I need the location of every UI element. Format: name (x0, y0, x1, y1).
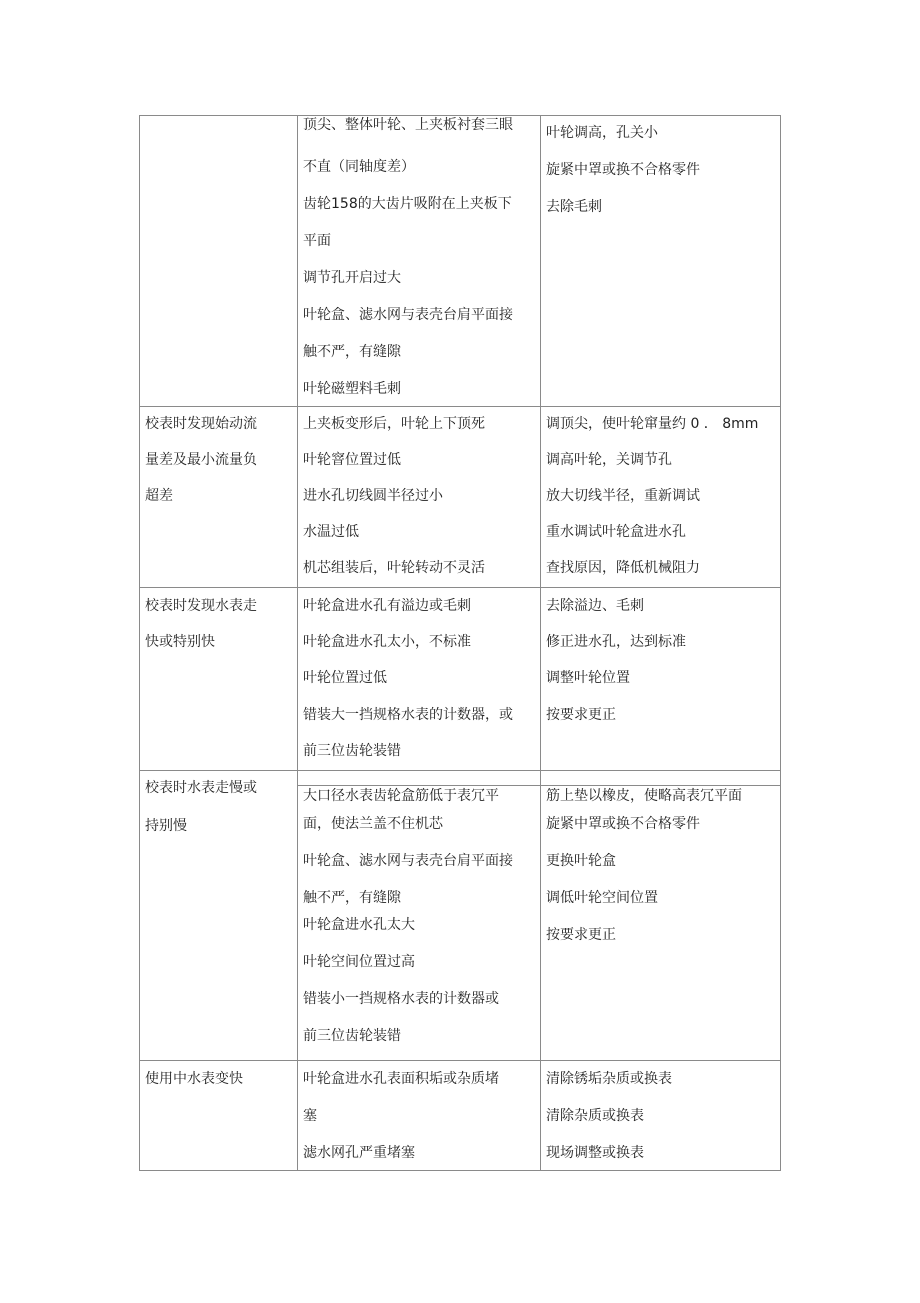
remedy-text: 旋紧中罩或换不合格零件 (546, 162, 700, 178)
symptom-text: 校表时水表走慢或 (145, 780, 257, 796)
remedy-text: 现场调整或换表 (546, 1145, 644, 1161)
cause-text: 齿轮158的大齿片吸附在上夹板下 (303, 196, 512, 212)
cause-text: 叶轮盒进水孔太大 (303, 917, 415, 933)
cause-text: 进水孔切线圆半径过小 (303, 488, 443, 504)
cause-text: 叶轮窨位置过低 (303, 452, 401, 468)
remedy-text: 去除毛刺 (546, 199, 602, 215)
cause-text: 叶轮盒进水孔有溢边或毛刺 (303, 598, 471, 614)
cause-text: 滤水网孔严重堵塞 (303, 1145, 415, 1161)
remedy-text: 按要求更正 (546, 707, 616, 723)
cause-text: 叶轮盒、滤水网与表壳台肩平面接 (303, 853, 513, 869)
symptom-text: 量差及最小流量负 (145, 452, 257, 468)
remedy-text: 重水调试叶轮盒进水孔 (546, 524, 686, 540)
cause-text: 上夹板变形后，叶轮上下顶死 (303, 416, 485, 432)
remedy-text: 放大切线半径，重新调试 (546, 488, 700, 504)
remedy-text: 调整叶轮位置 (546, 670, 630, 686)
cause-text: 叶轮盒、滤水网与表壳台肩平面接 (303, 307, 513, 323)
cause-text: 叶轮磁塑料毛刺 (303, 381, 401, 397)
remedy-text: 清除锈垢杂质或换表 (546, 1071, 672, 1087)
cause-text: 机芯组装后，叶轮转动不灵活 (303, 560, 485, 576)
cause-text: 错装大一挡规格水表的计数器，或 (303, 707, 513, 723)
cause-text: 叶轮位置过低 (303, 670, 387, 686)
remedy-text: 调顶尖，使叶轮窜量约 0 ． 8mm (546, 416, 759, 432)
cause-text: 前三位齿轮装错 (303, 1028, 401, 1044)
symptom-text: 超差 (145, 488, 173, 504)
cause-text: 触不严，有缝隙 (303, 890, 401, 906)
remedy-text: 更换叶轮盒 (546, 853, 616, 869)
remedy-text: 叶轮调高，孔关小 (546, 125, 658, 141)
cause-text: 不直（同轴度差） (303, 159, 415, 175)
cause-text: 叶轮盒进水孔太小，不标准 (303, 634, 471, 650)
cause-text: 顶尖、整体叶轮、上夹板衬套三眼 (303, 117, 513, 133)
symptom-text: 校表时发现水表走 (145, 598, 257, 614)
remedy-text: 清除杂质或换表 (546, 1108, 644, 1124)
remedy-text: 修正进水孔，达到标准 (546, 634, 686, 650)
cause-text: 水温过低 (303, 524, 359, 540)
symptom-text: 使用中水表变快 (145, 1071, 243, 1087)
cause-text: 塞 (303, 1108, 317, 1124)
symptom-text: 持别慢 (145, 818, 187, 834)
cause-text: 触不严，有缝隙 (303, 344, 401, 360)
remedy-text: 调高叶轮，关调节孔 (546, 452, 672, 468)
cause-text: 叶轮空间位置过高 (303, 954, 415, 970)
symptom-text: 校表时发现始动流 (145, 416, 257, 432)
remedy-text: 查找原因，降低机械阻力 (546, 560, 700, 576)
cause-text: 前三位齿轮装错 (303, 743, 401, 759)
cause-text: 大口径水表齿轮盒筋低于表冗平 (303, 788, 499, 804)
symptom-text: 快或特别快 (145, 634, 215, 650)
remedy-text: 调低叶轮空间位置 (546, 890, 658, 906)
cause-text: 平面 (303, 233, 331, 249)
cause-text: 调节孔开启过大 (303, 270, 401, 286)
cause-text: 叶轮盒进水孔表面积垢或杂质堵 (303, 1071, 499, 1087)
cause-text: 面，使法兰盖不住机芯 (303, 816, 443, 832)
cause-text: 错装小一挡规格水表的计数器或 (303, 991, 499, 1007)
remedy-text: 去除溢边、毛刺 (546, 598, 644, 614)
remedy-text: 筋上垫以橡皮，使略高表冗平面 (546, 788, 742, 804)
remedy-text: 按要求更正 (546, 927, 616, 943)
remedy-text: 旋紧中罩或换不合格零件 (546, 816, 700, 832)
